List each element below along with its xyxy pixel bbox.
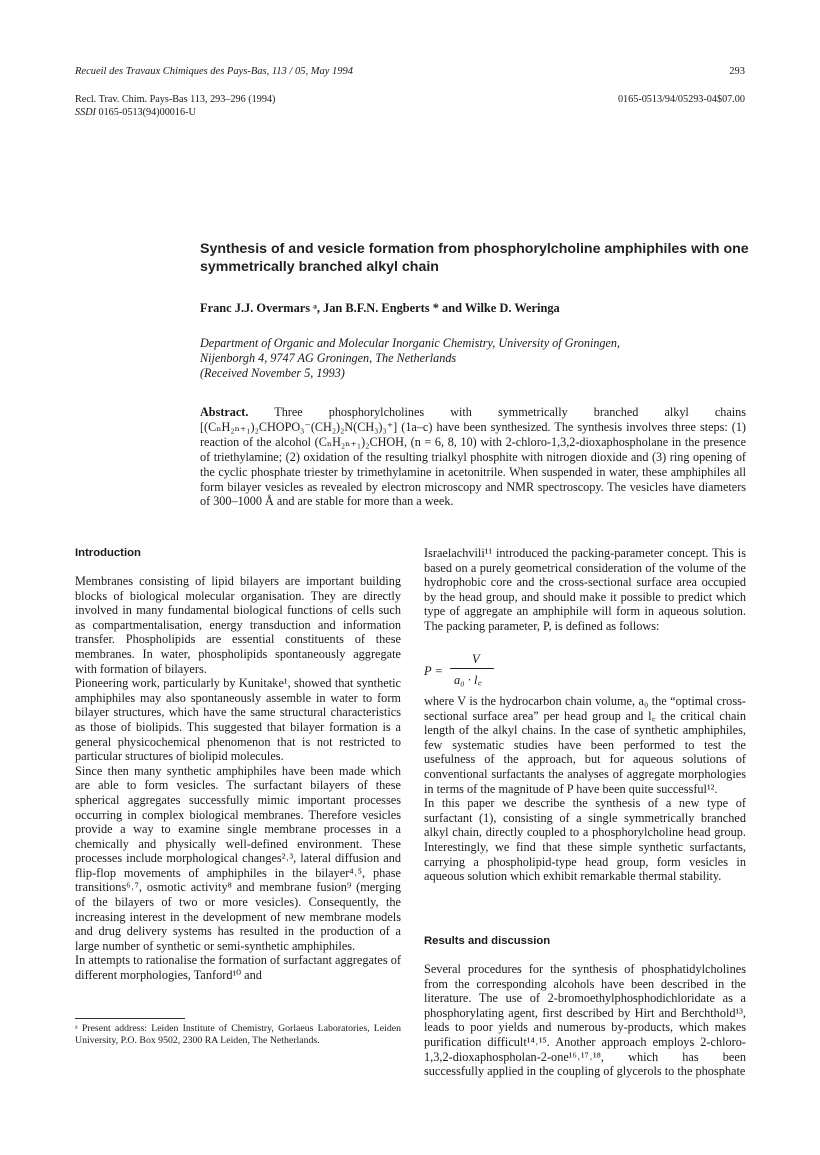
right-paragraph-3: In this paper we describe the synthesis of a new type of surfactant (1), consisting of a single symmetrically branched alkyl chain, directly coupled to a phosphorylcholine head group. Interestingly, we find that these simple synthetic surfactants, carrying a phospholipid-type head group, form vesicles in aqueous solution which exhibit remarkable thermal stability. — [424, 796, 746, 884]
ssdi-code: 0165-0513(94)00016-U — [98, 106, 196, 118]
abstract-text: Three phosphorylcholines with symmetrically branched alkyl chains [(CₙH₂ₙ₊₁)₂CHOPO₃⁻(CH₂)₂N(CH₃)₃⁺] (1a–c) have been synthesized. The synthesis involves three steps: (1) reaction of the alcohol (CₙH₂ₙ₊₁)₂CHOH, (n = 6, 8, 10) with 2-chloro-1,3,2-dioxaphospholane in the presence of triethylamine; (2) oxidation of the resulting trialkyl phosphite with nitrogen dioxide and (3) ring opening of the cyclic phosphate triester by trimethylamine in acetonitrile. When suspended in water, these amphiphiles all form bilayer vesicles as revealed by electron microscopy and NMR spectroscopy. The vesicles have diameters of 300–1000 Å and are stable for more than a week. — [200, 405, 747, 509]
section-heading-introduction: Introduction — [75, 547, 141, 559]
intro-paragraph-2: Pioneering work, particularly by Kunitake¹, showed that synthetic amphiphiles may also spontaneously assemble in water to form bilayer structures, which have the same structural characteristics as those of biolipids. This suggested that bilayer formation is a general physicochemical phenomenon that is not restricted to particular structures of biolipid molecules. — [75, 676, 401, 764]
intro-paragraph-3: Since then many synthetic amphiphiles have been made which are able to form vesicles. The surfactant bilayers of these spherical aggregates successfully mimic important processes occurring in complex biological membranes. Therefore vesicles provide a way to examine single membrane processes in a chemically and physically well-defined environment. These processes include morphological changes²˒³, lateral diffusion and flip-flop movements of amphiphiles in the bilayer⁴˒⁵, phase transitions⁶˒⁷, osmotic activity⁸ and membrane fusion⁹ (merging of the bilayers of two or more vesicles). Consequently, the increasing interest in the development of new membrane models and drug delivery systems has resulted in the production of a large number of synthetic or semi-synthetic amphiphiles. — [75, 763, 401, 953]
affiliation-address: Nijenborgh 4, 9747 AG Groningen, The Netherlands — [200, 350, 457, 365]
formula-denominator: a₀ · l꜀ — [454, 673, 482, 687]
journal-name: Recueil des Travaux Chimiques des Pays-Bas, 113 / 05, May 1994 — [75, 66, 354, 77]
footnote-divider — [75, 1018, 185, 1019]
intro-paragraph-1: Membranes consisting of lipid bilayers are important building blocks of biological molecular organisation. They are directly involved in many fundamental biological functions of cells such as compartmentalisation, energy transduction and information transfer. Phospholipids are essential constituents of these membranes. In water, phospholipids spontaneously aggregate with formation of bilayers. — [75, 574, 401, 676]
abstract-label: Abstract. — [200, 405, 249, 419]
right-paragraph-2: where V is the hydrocarbon chain volume, a₀ the “optimal cross-sectional surface area” per head group and l꜀ the critical chain length of the alkyl chains. In the case of synthetic amphiphiles, few systematic studies have been performed to test the usefulness of the approach, but for aqueous solutions of conventional surfactants the analyses of aggregate morphologies in terms of the magnitude of P have been quite successful¹². — [424, 694, 746, 796]
intro-paragraph-4: In attempts to rationalise the formation of surfactant aggregates of different morphologies, Tanford¹⁰ and — [75, 953, 401, 983]
author-list: Franc J.J. Overmars ᵃ, Jan B.F.N. Engberts * and Wilke D. Weringa — [200, 301, 560, 315]
ssdi-line — [75, 107, 745, 120]
page-number: 293 — [729, 66, 745, 77]
citation-block — [75, 94, 745, 119]
fraction-bar — [450, 668, 494, 669]
intro-column — [75, 574, 401, 983]
article-title: Synthesis of and vesicle formation from phosphorylcholine amphiphiles with one symmetrically branched alkyl chain — [200, 241, 749, 275]
running-header — [75, 66, 745, 77]
received-date: (Received November 5, 1993) — [200, 365, 345, 380]
issn-code: 0165-0513/94/05293-04$07.00 — [617, 94, 745, 105]
affiliation — [200, 336, 760, 380]
formula-numerator: V — [472, 652, 480, 666]
section-heading-results: Results and discussion — [424, 935, 551, 947]
right-column-top — [424, 546, 746, 634]
right-column-bottom — [424, 962, 746, 1079]
right-column-middle — [424, 694, 746, 884]
ssdi-label: SSDI — [75, 106, 96, 118]
packing-parameter-formula — [424, 652, 544, 688]
right-paragraph-4: Several procedures for the synthesis of phosphatidylcholines from the corresponding alcohols have been described in the literature. The use of 2-bromoethylphosphodichloridate as a phosphorylating agent, first described by Hirt and Berchthold¹³, leads to poor yields and numerous by-products, which makes purification difficult¹⁴˒¹⁵. Another approach employs 2-chloro-1,3,2-dioxaphospholan-2-one¹⁶˒¹⁷˒¹⁸, which has been successfully applied in the coupling of glycerols to the phosphate — [424, 962, 746, 1079]
abstract — [200, 405, 746, 509]
footnote: ᵃ Present address: Leiden Institute of Chemistry, Gorlaeus Laboratories, Leiden University, P.O. Box 9502, 2300 RA Leiden, The Netherlands. — [75, 1023, 401, 1046]
right-paragraph-1: Israelachvili¹¹ introduced the packing-parameter concept. This is based on a purely geometrical consideration of the volume of the hydrophobic core and the cross-sectional surface area occupied by the head group, and should make it possible to predict which type of aggregate an amphiphile will form in aqueous solution. The packing parameter, P, is defined as follows: — [424, 546, 746, 633]
affiliation-dept: Department of Organic and Molecular Inorganic Chemistry, University of Groningen, — [200, 336, 621, 350]
citation: Recl. Trav. Chim. Pays-Bas 113, 293–296 (1994) — [75, 94, 276, 105]
formula-lhs: P = — [424, 664, 443, 678]
